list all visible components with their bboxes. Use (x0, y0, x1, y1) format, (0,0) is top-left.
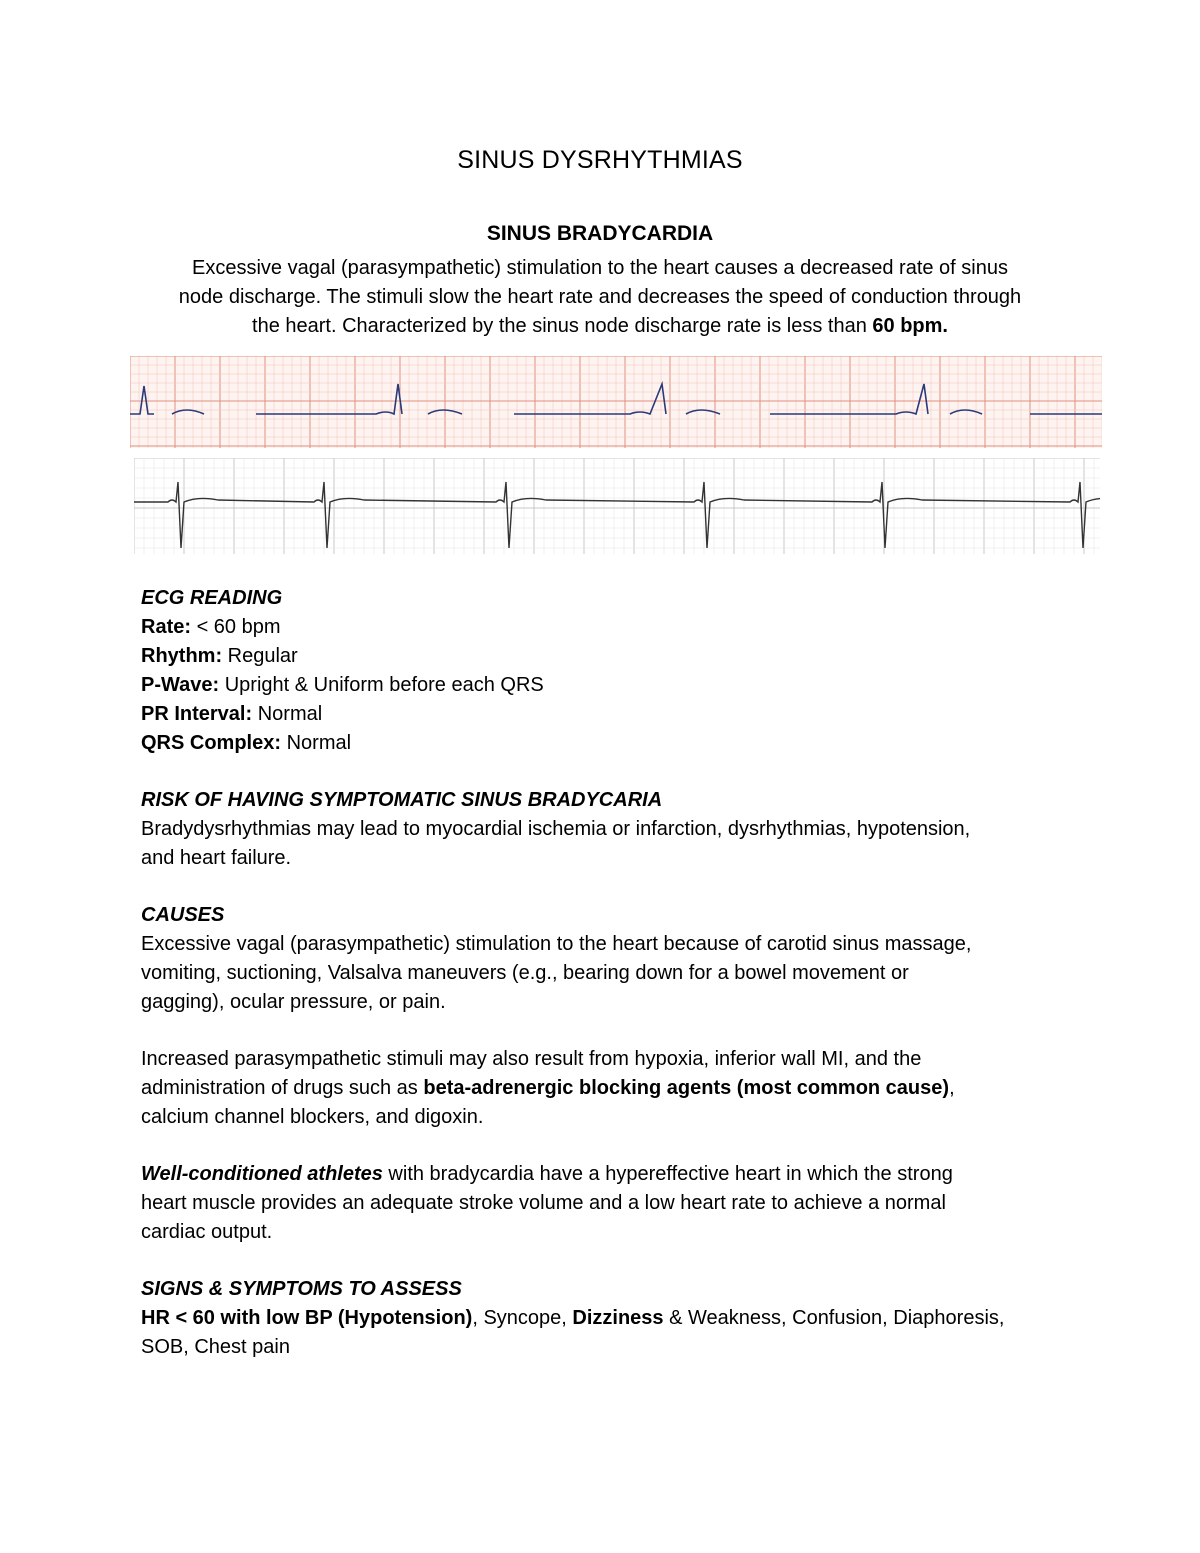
item-label: QRS Complex: (141, 732, 282, 754)
causes-line: gagging), ocular pressure, or pain. (141, 991, 446, 1013)
ecg-reading-item (141, 671, 1071, 700)
section-title: SINUS BRADYCARDIA (486, 222, 714, 245)
item-label: P-Wave: (141, 674, 220, 696)
intro-text: the heart. Characterized by the sinus node discharge rate is less than (252, 315, 873, 337)
intro-rate-bold: 60 bpm. (872, 315, 948, 337)
causes-line: Excessive vagal (parasympathetic) stimulation to the heart because of carotid sinus massage, (141, 933, 972, 955)
causes-paragraph-2 (141, 1045, 1071, 1132)
ecg-reading-item (141, 700, 1071, 729)
causes-text: , (949, 1077, 955, 1099)
item-value: Normal (252, 703, 323, 725)
intro-line: Excessive vagal (parasympathetic) stimulation to the heart causes a decreased rate of sinus (192, 257, 1008, 279)
signs-heading: SIGNS & SYMPTOMS TO ASSESS (141, 1278, 462, 1300)
signs-bold-text: Dizziness (572, 1307, 664, 1329)
ecg-strip-recording (134, 458, 1100, 554)
ecg-reading-section (141, 584, 1071, 758)
intro-line (130, 312, 1070, 341)
risk-section (141, 786, 1071, 873)
signs-line (141, 1304, 1071, 1333)
ecg-strip-diagram (130, 356, 1102, 448)
causes-text: administration of drugs such as (141, 1077, 424, 1099)
ecg-reading-item (141, 729, 1071, 758)
intro-paragraph (130, 254, 1070, 341)
causes-line (141, 1074, 1071, 1103)
item-value: Normal (281, 732, 352, 754)
ecg-grid-background (134, 458, 1100, 554)
risk-line: and heart failure. (141, 847, 292, 869)
causes-section (141, 901, 1071, 1017)
causes-line: Increased parasympathetic stimuli may also result from hypoxia, inferior wall MI, and the (141, 1048, 922, 1070)
athletes-emphasis: Well-conditioned athletes (141, 1163, 383, 1185)
item-label: PR Interval: (141, 703, 253, 725)
signs-section (141, 1275, 1071, 1362)
item-value: < 60 bpm (191, 616, 281, 638)
signs-line: SOB, Chest pain (141, 1336, 290, 1358)
causes-line: heart muscle provides an adequate stroke volume and a low heart rate to achieve a normal (141, 1192, 946, 1214)
item-label: Rhythm: (141, 645, 223, 667)
ecg-reading-item (141, 642, 1071, 671)
causes-heading: CAUSES (141, 904, 225, 926)
causes-text: with bradycardia have a hypereffective heart in which the strong (382, 1163, 953, 1185)
causes-line: cardiac output. (141, 1221, 273, 1243)
risk-heading: RISK OF HAVING SYMPTOMATIC SINUS BRADYCARIA (141, 789, 663, 811)
signs-text: , Syncope, (472, 1307, 573, 1329)
signs-bold-text: HR < 60 with low BP (Hypotension) (141, 1307, 473, 1329)
causes-bold-text: beta-adrenergic blocking agents (most common cause) (423, 1077, 950, 1099)
causes-line: calcium channel blockers, and digoxin. (141, 1106, 484, 1128)
item-label: Rate: (141, 616, 192, 638)
ecg-reading-item (141, 613, 1071, 642)
causes-line: vomiting, suctioning, Valsalva maneuvers (e.g., bearing down for a bowel movement or (141, 962, 909, 984)
causes-paragraph-3 (141, 1160, 1071, 1247)
intro-line: node discharge. The stimuli slow the heart rate and decreases the speed of conduction through (178, 286, 1022, 308)
risk-line: Bradydysrhythmias may lead to myocardial ischemia or infarction, dysrhythmias, hypotension, (141, 818, 971, 840)
item-value: Upright & Uniform before each QRS (219, 674, 544, 696)
signs-text: & Weakness, Confusion, Diaphoresis, (663, 1307, 1005, 1329)
ecg-reading-heading: ECG READING (141, 587, 283, 609)
item-value: Regular (222, 645, 298, 667)
causes-line (141, 1160, 1071, 1189)
page-title: SINUS DYSRHYTHMIAS (457, 146, 743, 174)
